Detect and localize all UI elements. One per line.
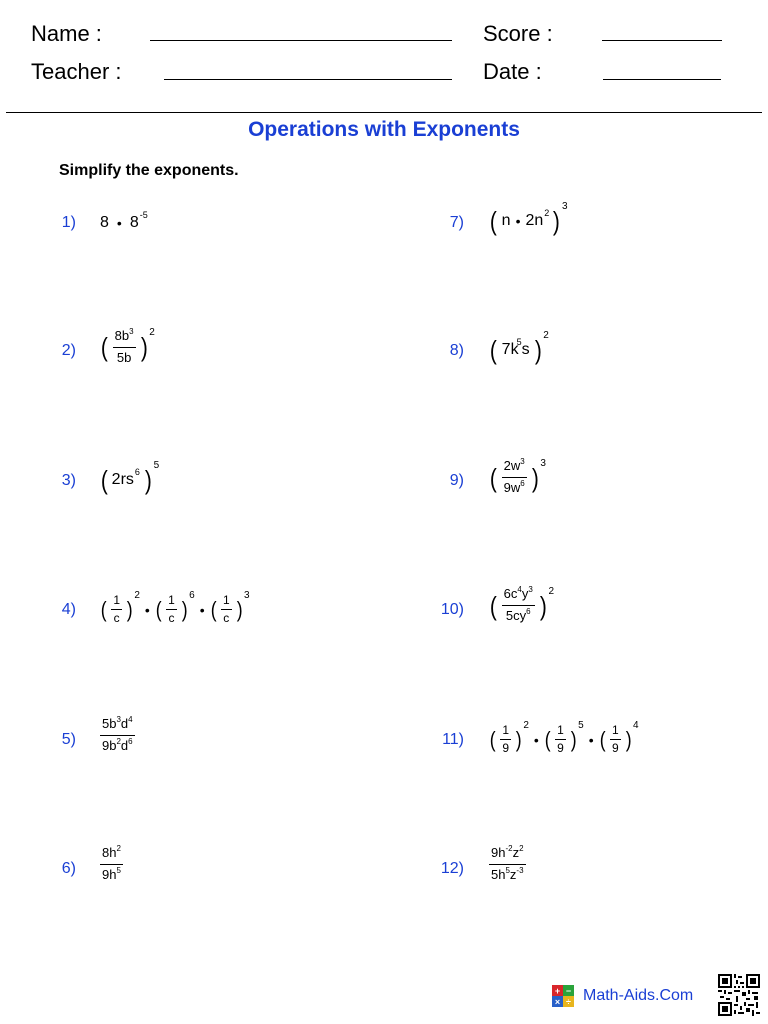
score-label: Score : (483, 21, 553, 46)
problem-number-6: 6) (61, 860, 76, 877)
problem-2: ( $\frac{8b^3}{5b}$ ) $^2$ (100, 328, 155, 365)
problem-1 (100, 212, 148, 234)
problem-number-7: 7) (449, 214, 464, 231)
times-icon: × (552, 996, 563, 1007)
p1-term-a: 8 (100, 214, 109, 231)
score-field-line[interactable] (602, 40, 722, 41)
problem-10: ( $\frac{6c^4y^3}{5cy^6}$ ) $^2$ (489, 585, 555, 623)
problem-7: ( n • 2n $^2$ ) $^3$ (489, 201, 568, 236)
problem-9: ( $\frac{2w^3}{9w^6}$ ) $^3$ (489, 457, 546, 495)
divide-icon: ÷ (563, 996, 574, 1007)
math-aids-logo-icon (552, 985, 574, 1007)
qr-code-icon (718, 974, 760, 1016)
problem-6 (96, 845, 127, 884)
p1-exponent: -5 (139, 210, 148, 220)
date-field-line[interactable] (603, 79, 721, 80)
problem-number-12: 12) (440, 860, 464, 877)
problem-number-10: 10) (440, 601, 464, 618)
problem-number-4: 4) (61, 601, 76, 618)
problem-number-8: 8) (449, 342, 464, 359)
name-label: Name : (31, 21, 102, 46)
plus-icon: + (552, 985, 563, 996)
header-divider (6, 112, 762, 113)
brand-link[interactable]: Math-Aids.Com (583, 987, 694, 1004)
instructions: Simplify the exponents. (59, 162, 239, 179)
worksheet-title: Operations with Exponents (248, 118, 520, 141)
problem-4: ( $\frac{1}{c}$ ) $^2$ • ( $\frac{1}{c}$ ) $^6$ • ( $\frac{1}{c}$ ) $^3$ (100, 589, 250, 625)
minus-icon: − (563, 985, 574, 996)
teacher-label: Teacher : (31, 59, 122, 84)
problem-number-3: 3) (61, 472, 76, 489)
p2-fraction: $\frac{8b^3}{5b}$ (114, 327, 134, 365)
p2-outer-exponent: 2 (149, 326, 155, 338)
problem-number-5: 5) (61, 731, 76, 748)
problem-8: ( 7k $^5$ s ) $^2$ (489, 330, 549, 365)
name-field-line[interactable] (150, 40, 452, 41)
p1-dot: • (116, 215, 122, 231)
problem-number-9: 9) (449, 472, 464, 489)
problem-12: $\frac{9h^{-2}z^2}{5h^5z^{-3}}$ (491, 844, 524, 882)
problem-3: ( 2rs $^6$ ) $^5$ (100, 460, 160, 495)
problem-5 (96, 716, 139, 755)
problem-11: ( $\frac{1}{9}$ ) $^2$ • ( $\frac{1}{9}$ ) $^5$ • ( $\frac{1}{9}$ ) $^4$ (489, 719, 639, 755)
date-label: Date : (483, 59, 542, 84)
p5-fraction: $\frac{5b^3d^4}{9b^2d^6}$ (102, 715, 133, 753)
teacher-field-line[interactable] (164, 79, 452, 80)
problem-number-1: 1) (61, 214, 76, 231)
problem-number-11: 11) (442, 731, 464, 748)
p6-fraction: $\frac{8h^2}{9h^5}$ (102, 844, 121, 882)
problem-number-2: 2) (61, 342, 76, 359)
p1-term-b: 8 (129, 214, 139, 231)
